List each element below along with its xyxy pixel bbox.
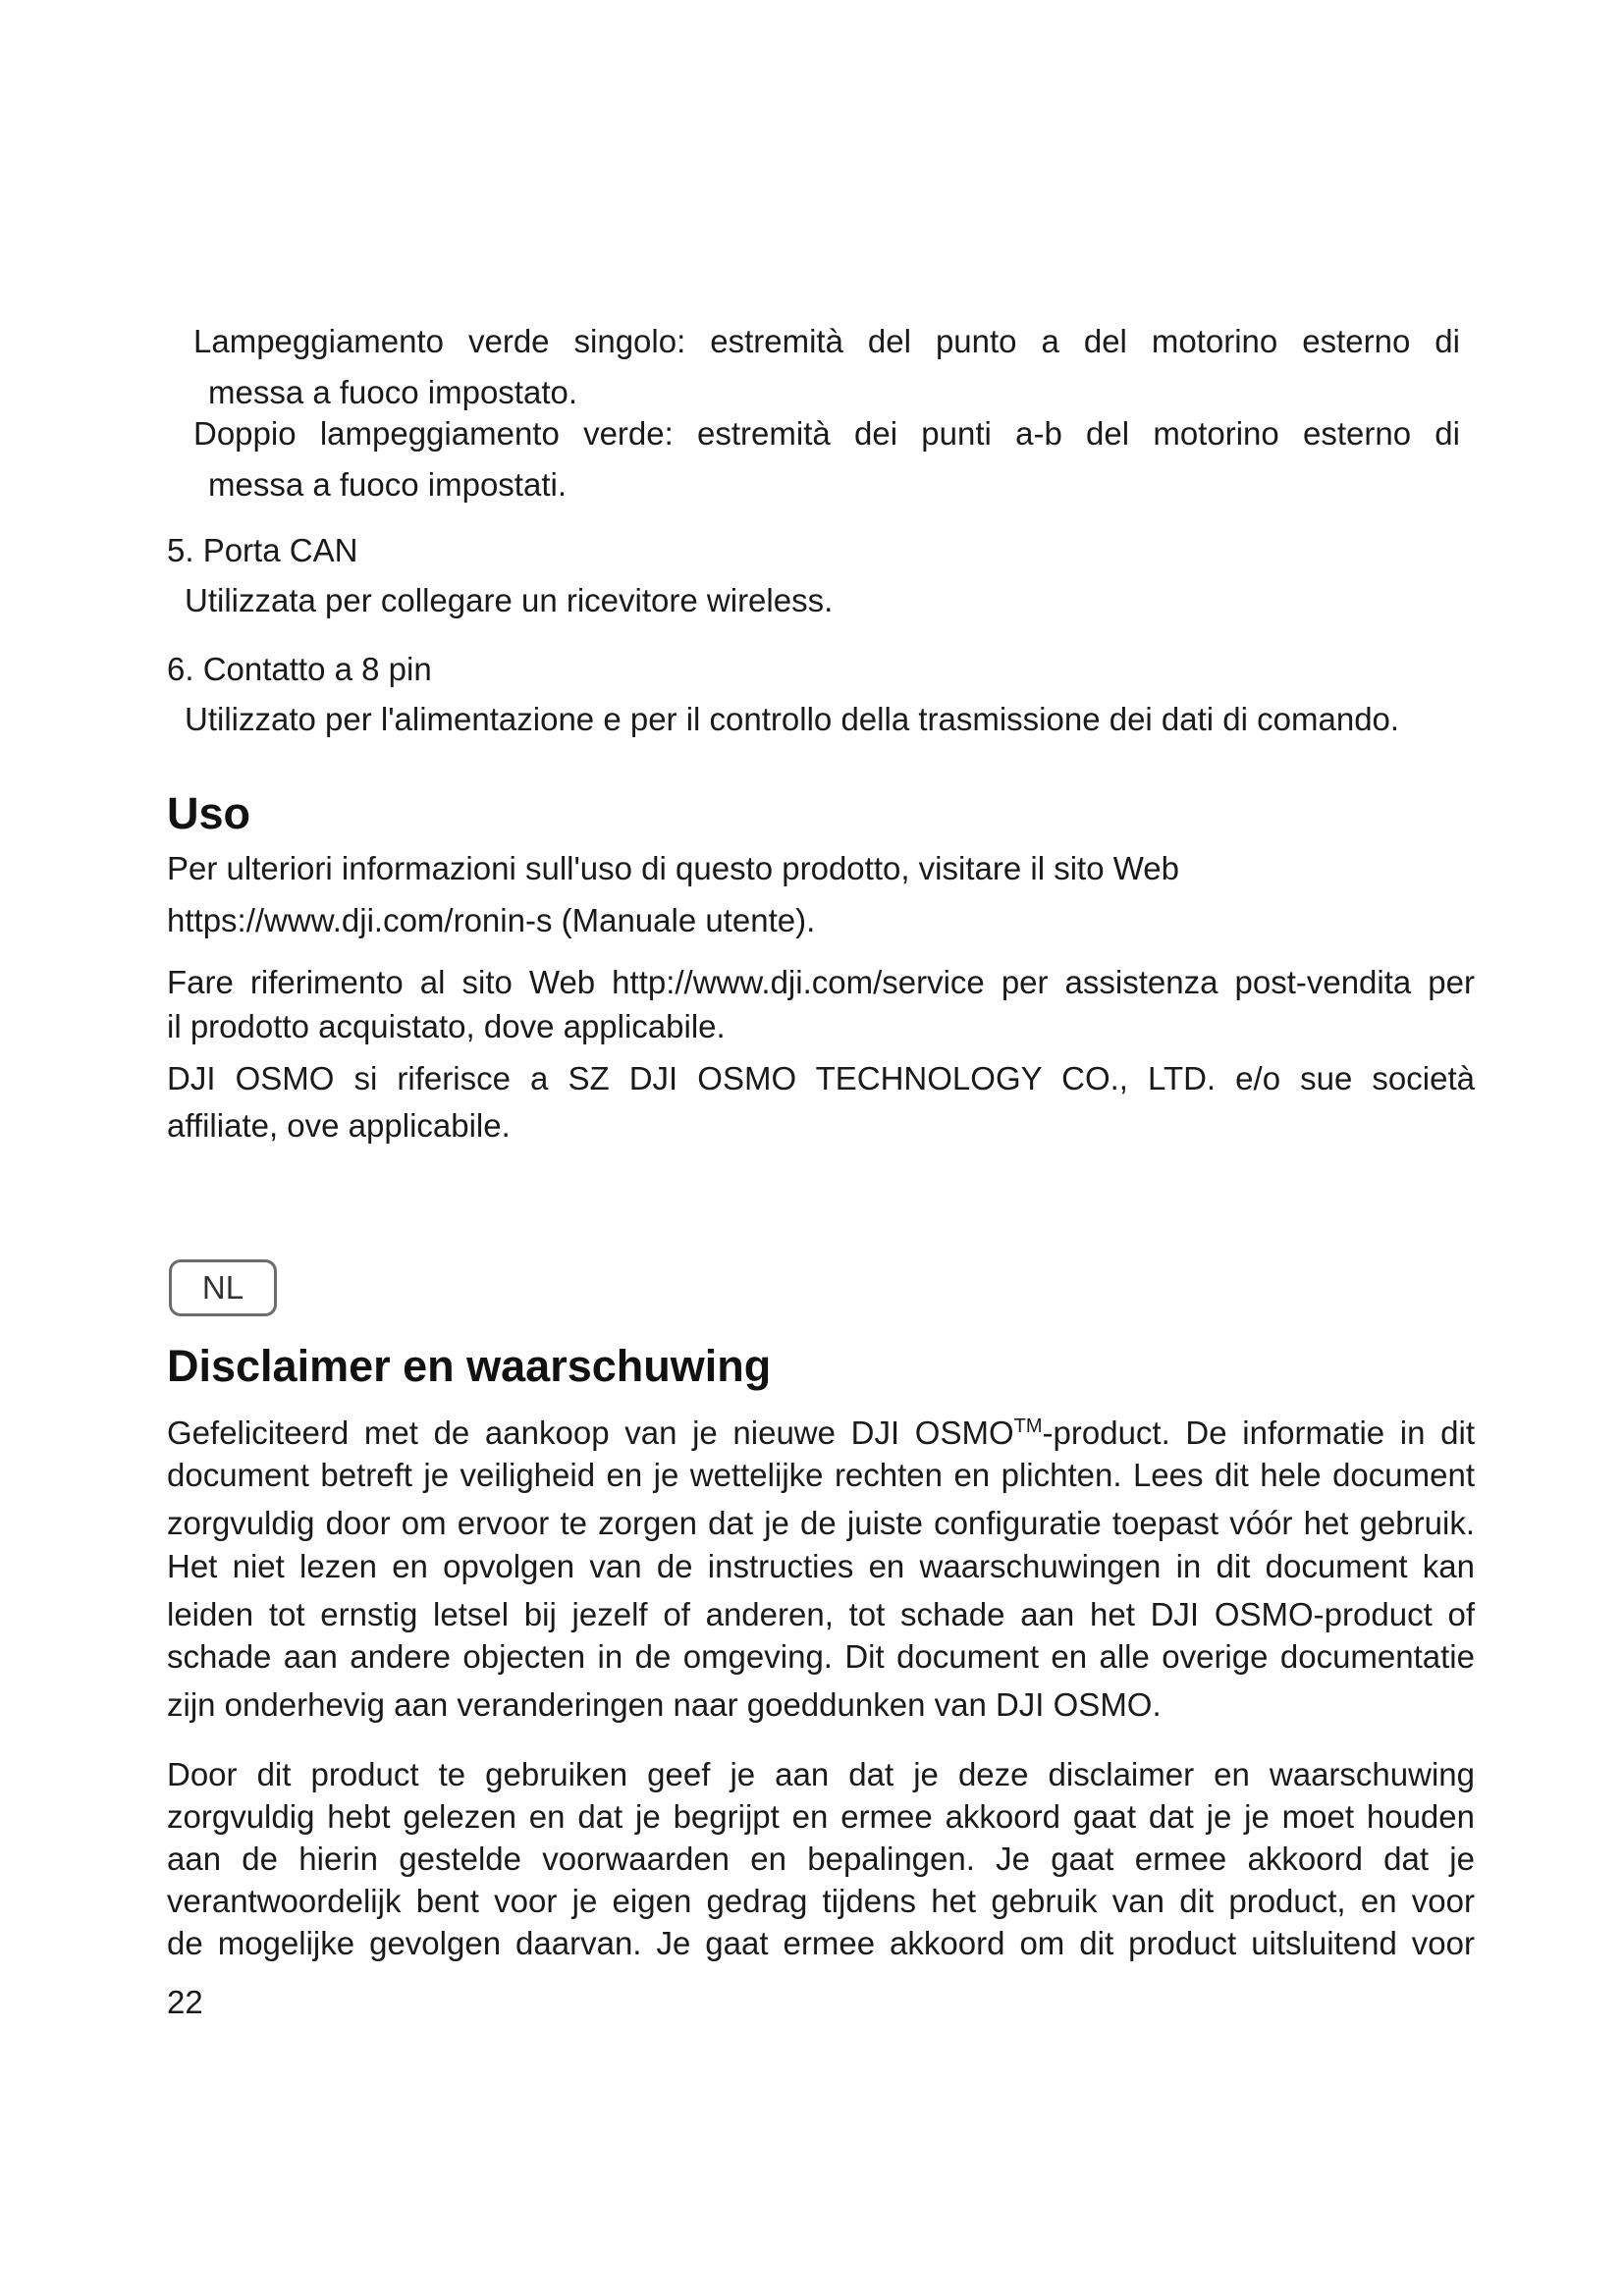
nl-p1-line3: zorgvuldig door om ervoor te zorgen dat je de juiste configuratie toepast vóór het gebruik. bbox=[167, 1505, 1475, 1541]
nl-p2-line1: Door dit product te gebruiken geef je aan dat je deze disclaimer en waarschuwing bbox=[167, 1756, 1475, 1792]
uso-heading: Uso bbox=[167, 788, 251, 838]
item-5-desc: Utilizzata per collegare un ricevitore wireless. bbox=[185, 582, 834, 618]
uso-p2-line1: Fare riferimento al sito Web http://www.dji.com/service per assistenza post-vendita per bbox=[167, 964, 1475, 1000]
trademark-mark: TM bbox=[1013, 1415, 1043, 1437]
led-line-1: Lampeggiamento verde singolo: estremità del punto a del motorino esterno di bbox=[193, 323, 1460, 359]
uso-p2-line2: il prodotto acquistato, dove applicabile. bbox=[167, 1008, 726, 1044]
nl-p1-line4: Het niet lezen en opvolgen van de instructies en waarschuwingen in dit document kan bbox=[167, 1548, 1475, 1584]
page-number: 22 bbox=[167, 1984, 203, 2020]
item-6-desc: Utilizzato per l'alimentazione e per il controllo della trasmissione dei dati di comando. bbox=[185, 701, 1400, 737]
uso-p3-line2: affiliate, ove applicabile. bbox=[167, 1107, 511, 1144]
nl-p1-line5: leiden tot ernstig letsel bij jezelf of anderen, tot schade aan het DJI OSMO-product of bbox=[167, 1596, 1475, 1632]
uso-p1-line2: https://www.dji.com/ronin-s (Manuale utente). bbox=[167, 902, 816, 938]
led-line-2: messa a fuoco impostato. bbox=[208, 374, 578, 410]
uso-p3-line1: DJI OSMO si riferisce a SZ DJI OSMO TECHNOLOGY CO., LTD. e/o sue società bbox=[167, 1060, 1475, 1096]
language-badge-nl: NL bbox=[169, 1259, 277, 1316]
nl-p2-line5: de mogelijke gevolgen daarvan. Je gaat ermee akkoord om dit product uitsluitend voor bbox=[167, 1925, 1475, 1961]
nl-p1-line1-start: Gefeliciteerd met de aankoop van je nieuwe DJI OSMO bbox=[167, 1415, 1014, 1451]
item-6-title: 6. Contatto a 8 pin bbox=[167, 651, 432, 687]
nl-p2-line3: aan de hierin gestelde voorwaarden en bepalingen. Je gaat ermee akkoord dat je bbox=[167, 1841, 1475, 1877]
disclaimer-heading: Disclaimer en waarschuwing bbox=[167, 1341, 772, 1391]
led-line-4: messa a fuoco impostati. bbox=[208, 466, 567, 503]
nl-p1-line7: zijn onderhevig aan veranderingen naar goeddunken van DJI OSMO. bbox=[167, 1686, 1162, 1723]
item-5-title: 5. Porta CAN bbox=[167, 532, 358, 568]
nl-p1-line6: schade aan andere objecten in de omgeving. Dit document en alle overige documentatie bbox=[167, 1638, 1475, 1675]
nl-p2-line4: verantwoordelijk bent voor je eigen gedrag tijdens het gebruik van dit product, en voor bbox=[167, 1883, 1475, 1919]
nl-p1-line1-end: -product. De informatie in dit bbox=[1042, 1415, 1475, 1451]
nl-p1-line2: document betreft je veiligheid en je wettelijke rechten en plichten. Lees dit hele document bbox=[167, 1457, 1475, 1493]
nl-p2-line2: zorgvuldig hebt gelezen en dat je begrijpt en ermee akkoord gaat dat je je moet houden bbox=[167, 1798, 1475, 1835]
led-line-3: Doppio lampeggiamento verde: estremità dei punti a-b del motorino esterno di bbox=[193, 415, 1460, 452]
uso-p1-line1: Per ulteriori informazioni sull'uso di questo prodotto, visitare il sito Web bbox=[167, 850, 1179, 886]
